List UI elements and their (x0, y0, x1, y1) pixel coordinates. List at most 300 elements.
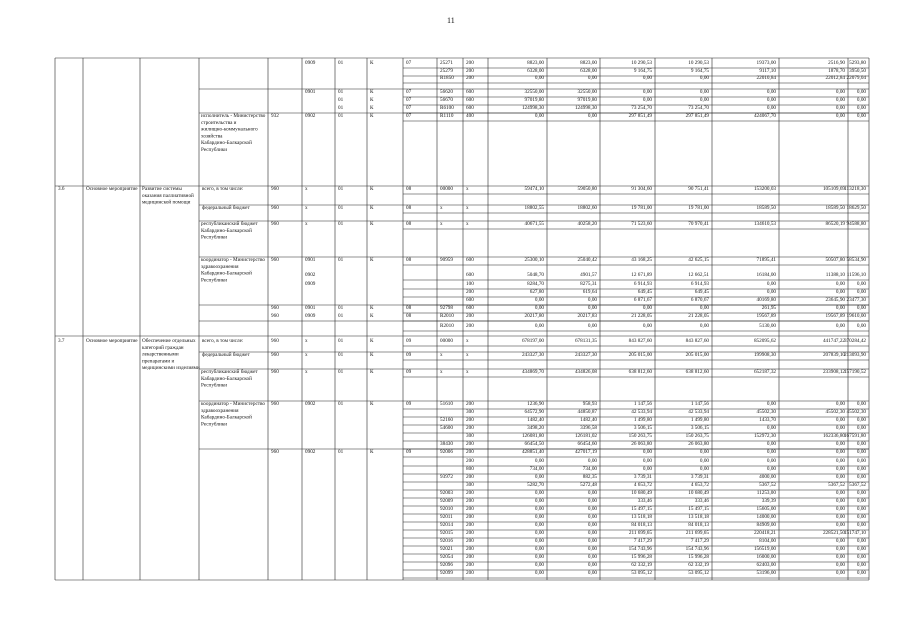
table-cell: 200 (466, 530, 474, 536)
table-cell: 0,00 (587, 562, 597, 568)
table-cell: 15 996,28 (688, 554, 709, 560)
table-cell: 0,00 (642, 305, 652, 311)
table-cell: 600 (466, 297, 474, 303)
table-cell: 1 499,80 (633, 417, 652, 423)
table-cell: 0,00 (766, 401, 776, 407)
table-cell: 53196,00 (756, 570, 776, 576)
table-cell: 0,00 (587, 75, 597, 81)
table-cell: 205 015,00 (628, 352, 652, 358)
table-cell: 25271 (440, 60, 453, 66)
table-cell: 126081,80 (521, 433, 544, 439)
table-cell: 0,00 (534, 498, 544, 504)
table-cell: 600 (466, 105, 474, 111)
table-cell: 627,80 (529, 289, 544, 295)
table-cell: х (305, 338, 308, 344)
table-cell: 0,00 (856, 281, 866, 287)
table-cell: 6328,00 (527, 68, 544, 74)
table-cell: 8275,31 (580, 281, 597, 287)
table-cell: 0,00 (835, 97, 845, 103)
table-cell: 56620 (440, 89, 453, 95)
table-cell: федеральный бюджет (202, 205, 250, 211)
table-cell: 0,00 (856, 425, 866, 431)
table-cell: 97019,80 (524, 97, 544, 103)
table-cell: 50507,80 (825, 257, 845, 263)
table-cell: 9 164,75 (690, 68, 709, 74)
table-cell: 200 (466, 60, 474, 66)
table-cell: 15 996,28 (631, 554, 652, 560)
table-cell: R2010 (440, 323, 454, 329)
table-cell: 0902 (305, 272, 316, 278)
table-cell: 153200,03 (753, 186, 776, 192)
table-cell: 0901 (305, 89, 316, 95)
table-cell: 0,00 (835, 441, 845, 447)
table-cell: 167591,80 (843, 433, 866, 439)
table-cell: 200 (466, 289, 474, 295)
table-cell: 0,00 (835, 466, 845, 472)
table-cell: 734,00 (529, 466, 544, 472)
table-cell: 08 (406, 313, 412, 319)
table-cell: К (370, 105, 374, 111)
table-cell: 07 (406, 113, 412, 119)
table-cell: 22079,04 (846, 75, 866, 81)
table-cell: 09 (406, 401, 412, 407)
table-cell: 0,00 (856, 323, 866, 329)
table-cell: 0,00 (856, 522, 866, 528)
table-cell: 0,00 (699, 449, 709, 455)
table-cell: 4901,57 (580, 272, 597, 278)
table-cell: 0,00 (856, 97, 866, 103)
table-cell: всего, в том числе: (202, 186, 244, 192)
table-cell: 9 164,75 (633, 68, 652, 74)
table-cell: 0,00 (856, 490, 866, 496)
table-cell: 01 (338, 257, 344, 263)
table-cell: 3498,20 (527, 425, 544, 431)
table-cell: 09 (406, 352, 412, 358)
table-cell: 23477,30 (846, 297, 866, 303)
table-cell: 0,00 (766, 281, 776, 287)
table-cell: К (370, 305, 374, 311)
table-cell: 734,00 (582, 466, 597, 472)
table-cell: х (305, 221, 308, 227)
table-cell: 3.7 (58, 338, 65, 344)
table-cell: 0,00 (856, 305, 866, 311)
table-cell: 0902 (305, 449, 316, 455)
table-cell: 200 (466, 538, 474, 544)
table-cell: 200 (466, 498, 474, 504)
table-cell: 0,00 (699, 97, 709, 103)
table-cell: 0,00 (766, 89, 776, 95)
table-cell: 0,00 (699, 75, 709, 81)
table-cell: 3396,58 (580, 425, 597, 431)
table-cell: 08 (406, 221, 412, 227)
table-cell: 600 (466, 305, 474, 311)
table-cell: х (466, 221, 469, 227)
table-cell: 200 (466, 449, 474, 455)
table-cell: 3 506,15 (690, 425, 709, 431)
table-cell: 678197,00 (521, 338, 544, 344)
table-cell: республиканский бюджет Кабардино-Балкарской Республики (201, 221, 258, 241)
table-cell: 228521,50 (822, 530, 845, 536)
table-cell: 22010,84 (756, 75, 776, 81)
table-cell: 42 533,94 (631, 409, 652, 415)
table-cell: 0,00 (856, 113, 866, 119)
table-cells (58, 60, 866, 576)
table-cell: 25300,10 (524, 257, 544, 263)
table-cell: 0,00 (587, 522, 597, 528)
table-cell: 8284,70 (527, 281, 544, 287)
table-cell: 200 (466, 490, 474, 496)
table-cell: 01 (338, 305, 344, 311)
table-cell: 0,00 (699, 323, 709, 329)
table-cell: 5272,48 (580, 482, 597, 488)
table-cell: 649,45 (637, 289, 652, 295)
table-cell: 0,00 (642, 89, 652, 95)
table-cell: 01 (338, 352, 344, 358)
table-cell: 5367,52 (828, 482, 845, 488)
table-cell: 01 (338, 369, 344, 375)
table-cell: 0,00 (534, 458, 544, 464)
table-cell: 11388,10 (825, 272, 845, 278)
table-cell: 0,00 (766, 449, 776, 455)
table-cell: 0,00 (587, 506, 597, 512)
table-cell: 0,00 (856, 554, 866, 560)
table-cell: 0,00 (534, 297, 544, 303)
table-cell: 4000,00 (759, 474, 776, 480)
table-cell: 0,00 (587, 305, 597, 311)
table-cell: 0909 (305, 281, 316, 287)
table-cell: 0902 (305, 401, 316, 407)
table-cell: 339,39 (761, 498, 776, 504)
table-cell: 01 (338, 113, 344, 119)
table-cell: 40671,55 (524, 221, 544, 227)
table-cell: 619,64 (582, 289, 597, 295)
table-cell: 0,00 (835, 401, 845, 407)
table-cell: 0,00 (835, 546, 845, 552)
table-cell: 427017,19 (574, 449, 597, 455)
table-cell: 92014 (440, 522, 453, 528)
table-cell: К (370, 338, 374, 344)
table-cell: республиканский бюджет Кабардино-Балкарской Республики (201, 369, 258, 389)
table-cell: 01 (338, 60, 344, 66)
table-cell: 0,00 (587, 113, 597, 119)
table-cell: 84 018,13 (688, 522, 709, 528)
table-cell: 0,00 (534, 546, 544, 552)
table-cell: 18629,50 (846, 205, 866, 211)
table-cell: 0,00 (587, 546, 597, 552)
table-cell: 852095,62 (753, 338, 776, 344)
table-cell: 09 (406, 369, 412, 375)
table-cell: 73 254,70 (688, 105, 709, 111)
table-cell: 10 290,53 (688, 60, 709, 66)
table-cell: 62 332,19 (631, 562, 652, 568)
table-cell: х (466, 186, 469, 192)
table-cell: 0,00 (856, 441, 866, 447)
table-cell: 01 (338, 221, 344, 227)
table-cell: 6 870,67 (690, 297, 709, 303)
table-cell: 960 (271, 205, 279, 211)
table-cell: 0,00 (856, 417, 866, 423)
table-cell: 0,00 (534, 75, 544, 81)
page-number: 11 (447, 16, 455, 25)
table-cell: 0,00 (835, 305, 845, 311)
table-cell: 0,00 (856, 474, 866, 480)
table-cell: 92011 (440, 514, 453, 520)
table-cell: 960 (271, 257, 279, 263)
table-cell: 12 671,89 (631, 272, 652, 278)
table-cell: х (440, 369, 443, 375)
table-cell: 01 (338, 313, 344, 319)
table-cell: 92015 (440, 530, 453, 536)
table-cell: 42 625,15 (688, 257, 709, 263)
table-cell: 93972 (440, 474, 453, 480)
table-cell: 59050,80 (577, 186, 597, 192)
table-cell: 66454,50 (524, 441, 544, 447)
table-cell: 01 (338, 205, 344, 211)
table-cell: 200 (466, 514, 474, 520)
table-cell: 960 (271, 313, 279, 319)
table-cell: 8823,00 (527, 60, 544, 66)
table-cell: 18802,60 (577, 205, 597, 211)
table-cell: 0,00 (856, 289, 866, 295)
table-cell: 113218,30 (844, 186, 866, 192)
table-cell: 01 (338, 338, 344, 344)
table-cell: 0,00 (699, 89, 709, 95)
table-cell: 32550,00 (577, 89, 597, 95)
table-cell: 220418,21 (753, 530, 776, 536)
table-cell: R1110 (440, 113, 454, 119)
table-cell: 0,00 (835, 458, 845, 464)
table-cell: 0,00 (534, 323, 544, 329)
table-cell: 0,00 (699, 466, 709, 472)
table-cell: 0,00 (642, 449, 652, 455)
table-cell: 40258,20 (577, 221, 597, 227)
table-cell: 0,00 (534, 490, 544, 496)
table-cell: 4 653,72 (690, 482, 709, 488)
table-cell: 652187,32 (753, 369, 776, 375)
table-cell: х (305, 186, 308, 192)
table-cell: 297 851,49 (628, 113, 652, 119)
table-cell: 0,00 (835, 514, 845, 520)
table-cell: К (370, 313, 374, 319)
table-cell: 23645,90 (825, 297, 845, 303)
table-cell: 25040,42 (577, 257, 597, 263)
table-cell: 0902 (305, 113, 316, 119)
table-cell: 200 (466, 68, 474, 74)
table-cell: 58534,90 (846, 257, 866, 263)
table-cell: 3950,50 (849, 68, 866, 74)
table-cell: 1482,40 (527, 417, 544, 423)
table-cell: К (370, 97, 374, 103)
table-cell: 960 (271, 369, 279, 375)
table-cell: 08 (406, 257, 412, 263)
table-cell: 54600 (440, 425, 453, 431)
table-cell: 07 (406, 89, 412, 95)
table-cell: 64572,90 (524, 409, 544, 415)
table-cell: 126181,02 (574, 433, 597, 439)
table-cell: 84909,00 (756, 522, 776, 528)
table-cell: 200 (466, 417, 474, 423)
table-cell: 1878,70 (828, 68, 845, 74)
table-cell: 424067,70 (753, 113, 776, 119)
table-cell: 441747,22 (822, 338, 845, 344)
table-cell: 0,00 (856, 570, 866, 576)
table-cell: 94588,80 (846, 221, 866, 227)
table-cell: 600 (466, 272, 474, 278)
table-cell: 0,00 (856, 546, 866, 552)
table-cell: 0,00 (534, 506, 544, 512)
table-cell: 09 (406, 449, 412, 455)
table-cell: 0,00 (835, 105, 845, 111)
table-cell: 90959 (440, 257, 453, 263)
table-cell: 200 (466, 425, 474, 431)
table-cell: 0,00 (642, 97, 652, 103)
table-cell: 5282,70 (527, 482, 544, 488)
table-cell: 638 812,60 (628, 369, 652, 375)
table-cell: 154 743,96 (628, 546, 652, 552)
table-cell: 92099 (440, 570, 453, 576)
table-cell: 32550,00 (524, 89, 544, 95)
table-cell: 162336,80 (822, 433, 845, 439)
table-cell: 261,95 (761, 305, 776, 311)
table-cell: 211 699,65 (685, 530, 709, 536)
table-cell: 960 (271, 221, 279, 227)
table-cell: 0,00 (835, 538, 845, 544)
table-cell: 0,00 (856, 458, 866, 464)
table-cell: 960 (271, 401, 279, 407)
table-cell: 42 533,94 (688, 409, 709, 415)
table-cell: 97019,80 (577, 97, 597, 103)
table-cell: х (466, 352, 469, 358)
table-cell: 70 970,41 (688, 221, 709, 227)
table-cell: 01 (338, 89, 344, 95)
table-cell: 0,00 (534, 530, 544, 536)
table-cell: 0,00 (642, 458, 652, 464)
table-cell: 1 499,80 (690, 417, 709, 423)
table-cell: 0,00 (699, 458, 709, 464)
table-cell: х (305, 205, 308, 211)
table-cell: 0,00 (835, 474, 845, 480)
table-cell: федеральный бюджет (202, 352, 250, 358)
table-cell: 428851,40 (521, 449, 544, 455)
table-cell: 13 518,18 (631, 514, 652, 520)
table-cell: К (370, 89, 374, 95)
table-cell: 0,00 (835, 89, 845, 95)
table-cell: 07 (406, 60, 412, 66)
table-cell: 01 (338, 97, 344, 103)
table-cell: 16184,00 (756, 272, 776, 278)
table-cell: 1236,90 (527, 401, 544, 407)
table-cell: 18589,50 (825, 205, 845, 211)
table-cell: 19610,00 (846, 313, 866, 319)
table-cell: 7 417,29 (633, 538, 652, 544)
table-cell: 53 095,12 (688, 570, 709, 576)
table-cell: 21 228,05 (688, 313, 709, 319)
table-cell: 0,00 (856, 498, 866, 504)
table-cell: х (305, 369, 308, 375)
table-cell: 0,00 (835, 490, 845, 496)
table-cell: 2516,90 (828, 60, 845, 66)
table-cell: 0,00 (835, 449, 845, 455)
table-cell: 5130,00 (759, 323, 776, 329)
table-cell: 56670 (440, 97, 453, 103)
table-cell: 5367,52 (849, 482, 866, 488)
table-cell: 0,00 (587, 490, 597, 496)
table-cell: координатор - Министерство здравоохранения Кабардино-Балкарской Республики (201, 257, 266, 284)
table-cell: 92021 (440, 546, 453, 552)
table-cell: 0,00 (835, 323, 845, 329)
table-cell: 152972,30 (753, 433, 776, 439)
table-cell: 07 (406, 105, 412, 111)
table-cell: 154 743,96 (685, 546, 709, 552)
table-cell: 958,93 (582, 401, 597, 407)
table-cell: 00000 (440, 186, 453, 192)
table-cell: 0,00 (766, 466, 776, 472)
table-cell: 84 018,13 (631, 522, 652, 528)
table-cell: 600 (466, 97, 474, 103)
table-cell: 53 095,12 (631, 570, 652, 576)
table-cell: 92798 (440, 305, 453, 311)
table-cell: 960 (271, 305, 279, 311)
table-cell: 960 (271, 352, 279, 358)
table-cell: исполнитель - Министерство строительства и жилищно-коммунального хозяйства Кабардино-Балкарской Республики (201, 113, 266, 153)
table-cell: 0909 (305, 60, 316, 66)
table-cell: 638 812,60 (685, 369, 709, 375)
table-cell: 20217,80 (524, 313, 544, 319)
table-cell: 0,00 (835, 498, 845, 504)
table-cell: 300 (466, 482, 474, 488)
table-cell: 3 506,15 (633, 425, 652, 431)
table-cell: К (370, 60, 374, 66)
table-cell: х (305, 352, 308, 358)
table-cell: 105109,69 (822, 186, 845, 192)
table-cell: 150 263,75 (628, 433, 652, 439)
table-cell: 0,00 (835, 289, 845, 295)
table-cell: 92054 (440, 554, 453, 560)
table-cell: К (370, 113, 374, 119)
table-cell: 38430 (440, 441, 453, 447)
table-cell: К (370, 352, 374, 358)
table-cell: 26 063,80 (688, 441, 709, 447)
table-cell: 0901 (305, 305, 316, 311)
table-cell: 300 (466, 409, 474, 415)
table-cell: 11253,00 (756, 490, 776, 496)
table-cell: 0,00 (856, 449, 866, 455)
table-cell: 0,00 (534, 514, 544, 520)
table-cell: 960 (271, 186, 279, 192)
table-cell: 0,00 (856, 466, 866, 472)
table-cell: 0,00 (587, 458, 597, 464)
table-cell: 882,35 (582, 474, 597, 480)
table-cell: 7 417,29 (690, 538, 709, 544)
table-cell: х (440, 221, 443, 227)
table-cell: К (370, 205, 374, 211)
table-cell: 0,00 (856, 562, 866, 568)
table-cell: 62 332,19 (688, 562, 709, 568)
table-cell: 0,00 (856, 538, 866, 544)
table-cell: х (440, 352, 443, 358)
table-cell: 52160 (440, 417, 453, 423)
table-cell: 600 (466, 257, 474, 263)
table-cell: 45502,30 (756, 409, 776, 415)
table-cell: 0,00 (835, 506, 845, 512)
table-cell: 15 497,15 (631, 506, 652, 512)
table-cell: 434826,08 (574, 369, 597, 375)
table-cell: 200 (466, 458, 474, 464)
table-cell: К (370, 369, 374, 375)
table-cell: К (370, 221, 374, 227)
table-cell: 300 (466, 433, 474, 439)
table-cell: 0,00 (856, 506, 866, 512)
